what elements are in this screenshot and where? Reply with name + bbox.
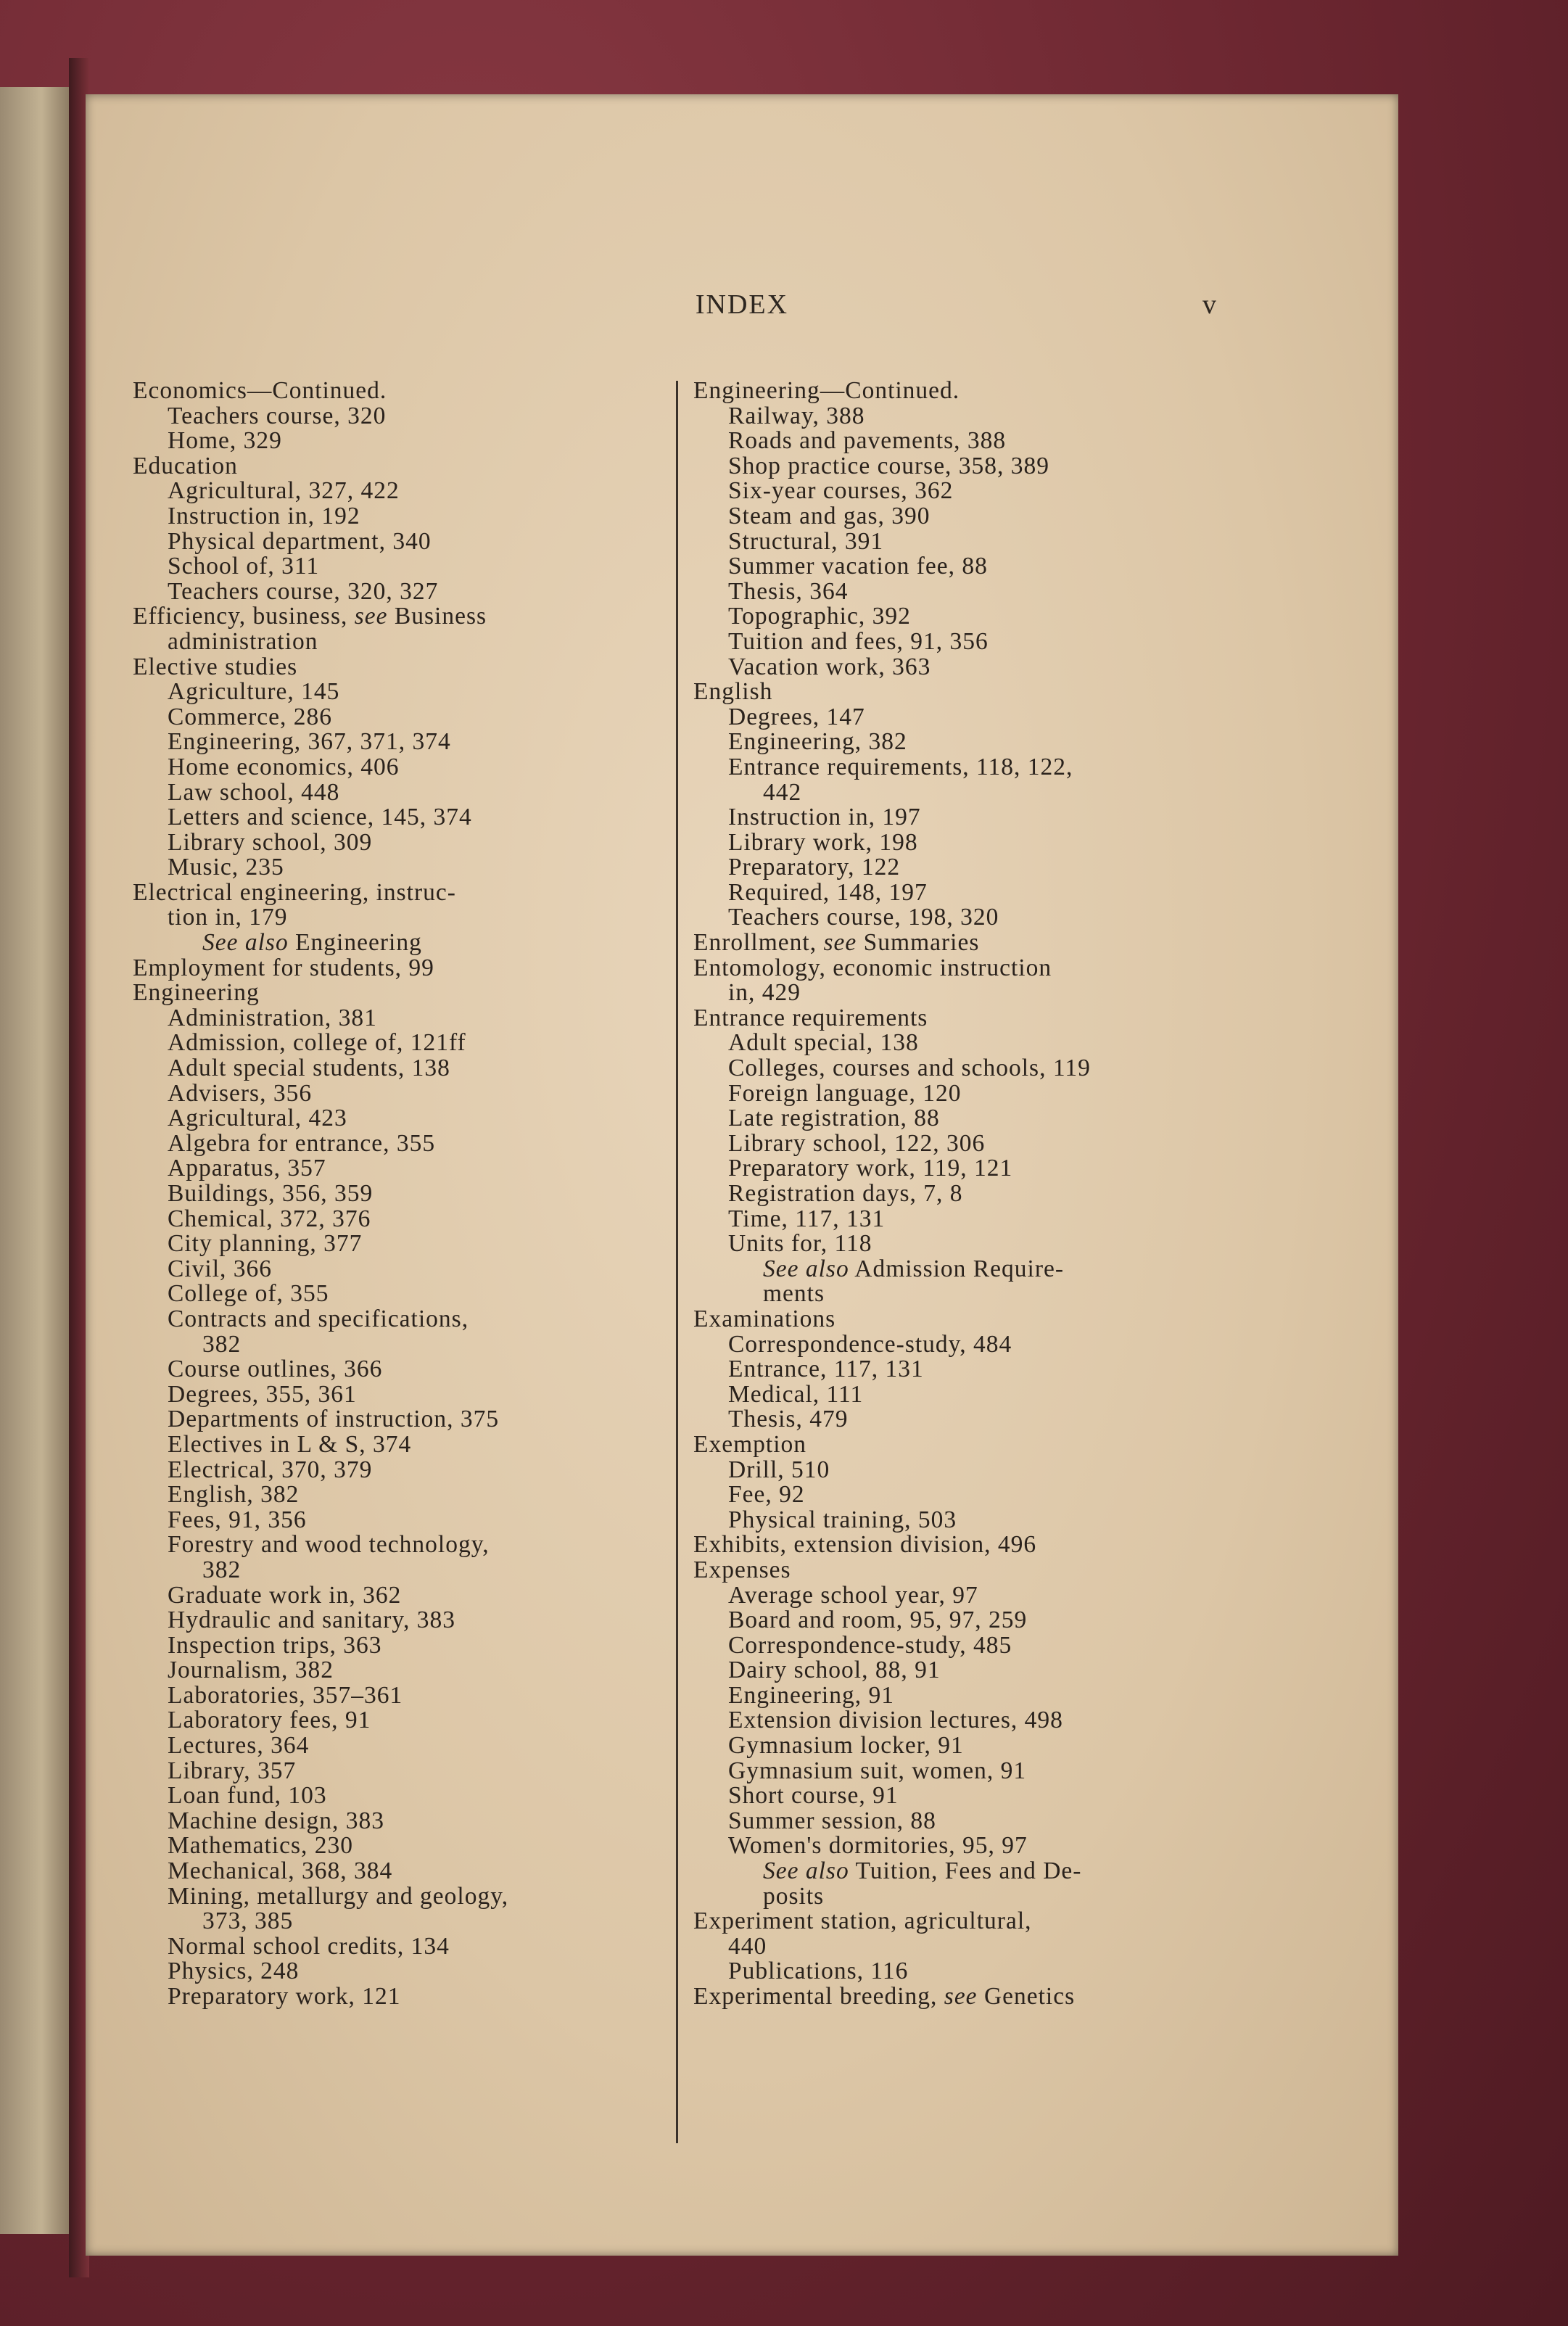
index-entry: Physical department, 340 [168,527,432,555]
index-entry: Structural, 391 [728,527,884,555]
index-entry: Library school, 309 [168,828,373,856]
index-entry: Colleges, courses and schools, 119 [728,1055,1091,1082]
index-entry: Administration, 381 [168,1004,377,1031]
index-entry: Units for, 118 [728,1230,872,1258]
index-entry: Efficiency, business, see Business [133,603,487,630]
index-entry: Teachers course, 198, 320 [728,904,999,931]
index-entry: Six-year courses, 362 [728,477,954,505]
index-entry: Engineering, 367, 371, 374 [168,728,451,756]
index-entry: Letters and science, 145, 374 [168,804,472,831]
index-entry: Average school year, 97 [728,1581,978,1609]
index-entry: Engineering—Continued. [693,377,960,404]
index-entry: Thesis, 479 [728,1406,849,1433]
index-entry: College of, 355 [168,1280,329,1308]
index-entry: See also Admission Require- [763,1255,1065,1282]
page-number: v [1202,289,1216,320]
index-entry: Loan fund, 103 [168,1782,327,1810]
index-entry: Examinations [693,1305,836,1332]
index-entry: Agricultural, 327, 422 [168,477,400,505]
index-entry: Fee, 92 [728,1481,805,1509]
index-entry: Algebra for entrance, 355 [168,1129,436,1157]
index-column-right [693,379,1317,2010]
index-entry: Gymnasium suit, women, 91 [728,1757,1027,1784]
index-entry: Economics—Continued. [133,377,387,404]
index-entry: Steam and gas, 390 [728,502,931,529]
index-entry: Degrees, 147 [728,703,865,730]
index-entry: Late registration, 88 [728,1105,940,1132]
index-entry: 382 [202,1556,242,1583]
index-entry: administration [168,627,318,655]
index-entry: Gymnasium locker, 91 [728,1732,964,1760]
index-entry: Experimental breeding, see Genetics [693,1983,1076,2010]
index-entry: Apparatus, 357 [168,1155,326,1182]
index-entry: City planning, 377 [168,1230,363,1258]
index-entry: Physics, 248 [168,1958,300,1985]
index-entry: Summer vacation fee, 88 [728,553,988,580]
index-entry: Dairy school, 88, 91 [728,1657,941,1684]
index-entry: 382 [202,1330,242,1358]
index-entry: English, 382 [168,1481,300,1509]
index-entry: Board and room, 95, 97, 259 [728,1607,1028,1634]
index-entry: 440 [728,1932,767,1960]
index-entry: Exemption [693,1430,807,1458]
index-entry: Instruction in, 192 [168,502,360,529]
index-entry: Teachers course, 320 [168,402,387,429]
index-entry: Correspondence-study, 484 [728,1330,1012,1358]
index-entry: See also Engineering [202,929,422,957]
index-column-left [133,379,684,2010]
index-entry: Engineering [133,979,260,1007]
index-entry: Preparatory work, 119, 121 [728,1155,1013,1182]
index-entry: Registration days, 7, 8 [728,1180,963,1207]
index-entry: Thesis, 364 [728,577,849,605]
index-entry: Time, 117, 131 [728,1205,886,1232]
index-entry: Course outlines, 366 [168,1356,383,1383]
index-entry: Exhibits, extension division, 496 [693,1531,1037,1559]
facing-page-edge [0,87,69,2234]
index-entry: posits [763,1882,825,1910]
index-entry: Buildings, 356, 359 [168,1180,374,1207]
index-entry: Machine design, 383 [168,1807,385,1834]
index-entry: Agriculture, 145 [168,678,340,706]
index-entry: Correspondence-study, 485 [728,1631,1012,1659]
index-entry: Admission, college of, 121ff [168,1029,466,1057]
index-entry: Degrees, 355, 361 [168,1380,357,1408]
index-entry: Mathematics, 230 [168,1832,354,1860]
index-entry: Teachers course, 320, 327 [168,577,439,605]
index-entry: Instruction in, 197 [728,804,921,831]
index-entry: Advisers, 356 [168,1079,313,1107]
index-entry: Roads and pavements, 388 [728,427,1007,455]
index-entry: Physical training, 503 [728,1506,957,1533]
index-entry: Electrical, 370, 379 [168,1456,373,1483]
index-entry: Agricultural, 423 [168,1105,347,1132]
index-entry: Education [133,452,238,479]
index-entry: Library work, 198 [728,828,918,856]
index-entry: Elective studies [133,653,298,680]
index-entry: Electrical engineering, instruc- [133,878,456,906]
index-entry: Engineering, 91 [728,1681,894,1709]
index-entry: Foreign language, 120 [728,1079,962,1107]
index-entry: Enrollment, see Summaries [693,929,980,957]
index-entry: Medical, 111 [728,1380,864,1408]
index-entry: Hydraulic and sanitary, 383 [168,1607,455,1634]
index-entry: Home, 329 [168,427,282,455]
index-entry: Entrance requirements [693,1004,928,1031]
index-entry: Home economics, 406 [168,753,400,780]
index-entry: tion in, 179 [168,904,288,931]
index-entry: Preparatory, 122 [728,854,901,881]
index-entry: Electives in L & S, 374 [168,1430,412,1458]
index-entry: Commerce, 286 [168,703,332,730]
index-entry: Vacation work, 363 [728,653,931,680]
index-entry: Required, 148, 197 [728,878,928,906]
index-entry: Laboratory fees, 91 [168,1707,371,1734]
index-entry: Women's dormitories, 95, 97 [728,1832,1028,1860]
index-entry: Mining, metallurgy and geology, [168,1882,509,1910]
index-entry: Music, 235 [168,854,284,881]
page-title: INDEX [695,289,789,320]
index-entry: Chemical, 372, 376 [168,1205,371,1232]
index-entry: in, 429 [728,979,801,1007]
index-entry: Mechanical, 368, 384 [168,1857,393,1885]
index-entry: Entrance requirements, 118, 122, [728,753,1073,780]
index-entry: Expenses [693,1556,791,1583]
index-entry: 373, 385 [202,1908,294,1935]
index-entry: School of, 311 [168,553,320,580]
index-entry: Library school, 122, 306 [728,1129,986,1157]
index-entry: Inspection trips, 363 [168,1631,382,1659]
index-entry: Entomology, economic instruction [693,954,1052,981]
index-entry: Lectures, 364 [168,1732,310,1760]
index-entry: Law school, 448 [168,778,340,806]
index-entry: Engineering, 382 [728,728,907,756]
index-entry: ments [763,1280,825,1308]
index-entry: Adult special, 138 [728,1029,919,1057]
index-entry: English [693,678,773,706]
index-entry: Employment for students, 99 [133,954,434,981]
index-entry: Short course, 91 [728,1782,899,1810]
index-entry: Forestry and wood technology, [168,1531,490,1559]
index-entry: Civil, 366 [168,1255,273,1282]
index-entry: Experiment station, agricultural, [693,1908,1032,1935]
index-entry: Tuition and fees, 91, 356 [728,627,989,655]
index-entry: Departments of instruction, 375 [168,1406,500,1433]
index-entry: Summer session, 88 [728,1807,936,1834]
index-entry: See also Tuition, Fees and De- [763,1857,1082,1885]
index-entry: Contracts and specifications, [168,1305,469,1332]
index-entry: Railway, 388 [728,402,865,429]
index-entry: Topographic, 392 [728,603,911,630]
index-entry: Journalism, 382 [168,1657,334,1684]
index-entry: Extension division lectures, 498 [728,1707,1063,1734]
index-entry: Entrance, 117, 131 [728,1356,924,1383]
index-page [86,94,1398,2256]
index-entry: Preparatory work, 121 [168,1983,401,2010]
index-entry: Graduate work in, 362 [168,1581,402,1609]
index-entry: 442 [763,778,802,806]
index-entry: Publications, 116 [728,1958,909,1985]
index-entry: Normal school credits, 134 [168,1932,450,1960]
index-entry: Laboratories, 357–361 [168,1681,403,1709]
index-entry: Library, 357 [168,1757,297,1784]
index-entry: Shop practice course, 358, 389 [728,452,1050,479]
index-entry: Adult special students, 138 [168,1055,450,1082]
index-entry: Fees, 91, 356 [168,1506,307,1533]
index-entry: Drill, 510 [728,1456,830,1483]
